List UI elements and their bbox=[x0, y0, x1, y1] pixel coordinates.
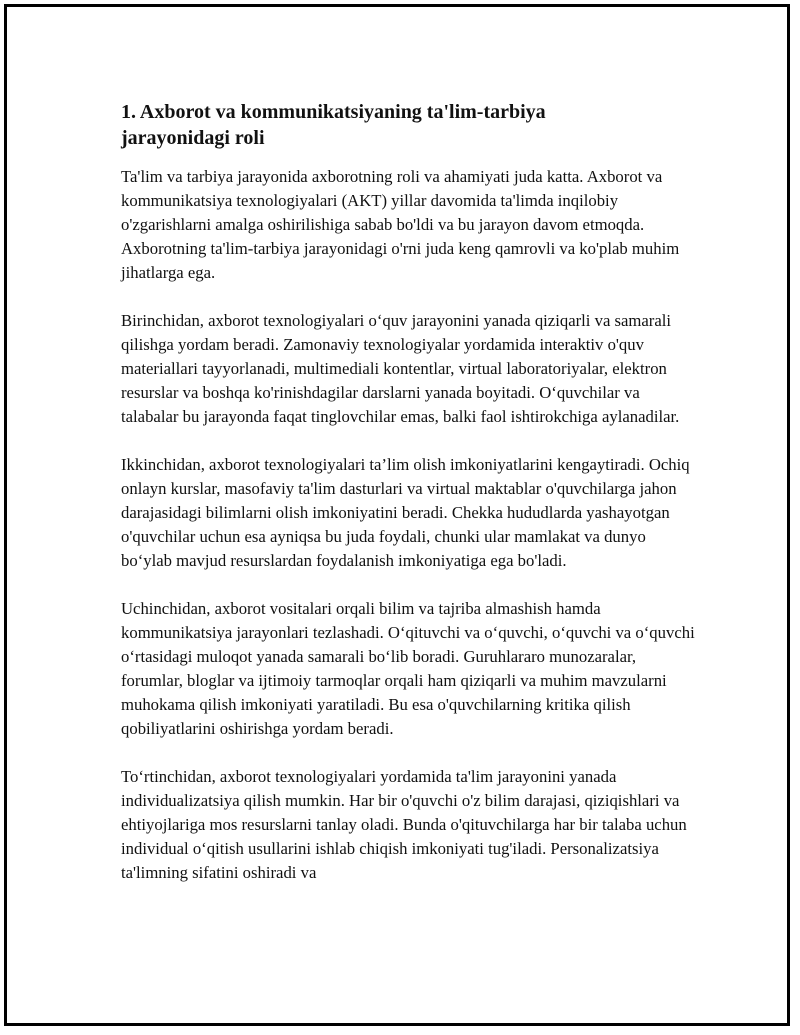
paragraph-second: Ikkinchidan, axborot texnologiyalari ta’lim olish imkoniyatlarini kengaytiradi. Ochiq onlayn kurslar, masofaviy ta'lim dasturlari va virtual maktablar o'quvchilarga jahon darajasidagi bilimlarni olish imkoniyatini beradi. Chekka hududlarda yashayotgan o'quvchilar uchun esa ayniqsa bu juda foydali, chunki ular mamlakat va dunyo bo‘ylab mavjud resurslardan foydalanish imkoniyatiga ega bo'ladi. bbox=[121, 455, 690, 570]
paragraph-intro: Ta'lim va tarbiya jarayonida axborotning roli va ahamiyati juda katta. Axborot va kommunikatsiya texnologiyalari (AKT) yillar davomida ta'limda inqilobiy o'zgarishlarni amalga oshirilishiga sabab bo'ldi va bu jarayon davom etmoqda. Axborotning ta'lim-tarbiya jarayonidagi o'rni juda keng qamrovli va ko'plab muhim jihatlarga ega. bbox=[121, 167, 680, 282]
paragraph-third: Uchinchidan, axborot vositalari orqali bilim va tajriba almashish hamda kommunikatsiya jarayonlari tezlashadi. O‘qituvchi va o‘quvchi, o‘quvchi va o‘quvchi o‘rtasidagi muloqot yanada samarali bo‘lib boradi. Guruhlararo munozaralar, forumlar, bloglar va ijtimoiy tarmoqlar orqali ham qiziqarli va muhim mavzularni muhokama qilish imkoniyati yaratiladi. Bu esa o'quvchilarning kritika qilish qobiliyatlarini oshirishga yordam beradi. bbox=[121, 599, 695, 738]
paragraph-fourth: To‘rtinchidan, axborot texnologiyalari yordamida ta'lim jarayonini yanada individualizatsiya qilish mumkin. Har bir o'quvchi o'z bilim darajasi, qiziqishlari va ehtiyojlariga mos resurslarni tanlay oladi. Bunda o'qituvchilarga har bir talaba uchun individual o‘qitish usullarini ishlab chiqish imkoniyati tug'iladi. Personalizatsiya ta'limning sifatini oshiradi va bbox=[121, 767, 687, 882]
document-page bbox=[4, 4, 790, 1026]
paragraph-first: Birinchidan, axborot texnologiyalari o‘quv jarayonini yanada qiziqarli va samarali qilishga yordam beradi. Zamonaviy texnologiyalar yordamida interaktiv o'quv materiallari tayyorlanadi, multimediali kontentlar, virtual laboratoriyalar, elektron resurslar va boshqa ko'rinishdagilar darslarni yanada boyitadi. O‘quvchilar va talabalar bu jarayonda faqat tinglovchilar emas, balki faol ishtirokchiga aylanadilar. bbox=[121, 311, 680, 426]
document-content bbox=[121, 99, 696, 909]
section-heading: 1. Axborot va kommunikatsiyaning ta'lim-tarbiya jarayonidagi roli bbox=[121, 101, 546, 149]
